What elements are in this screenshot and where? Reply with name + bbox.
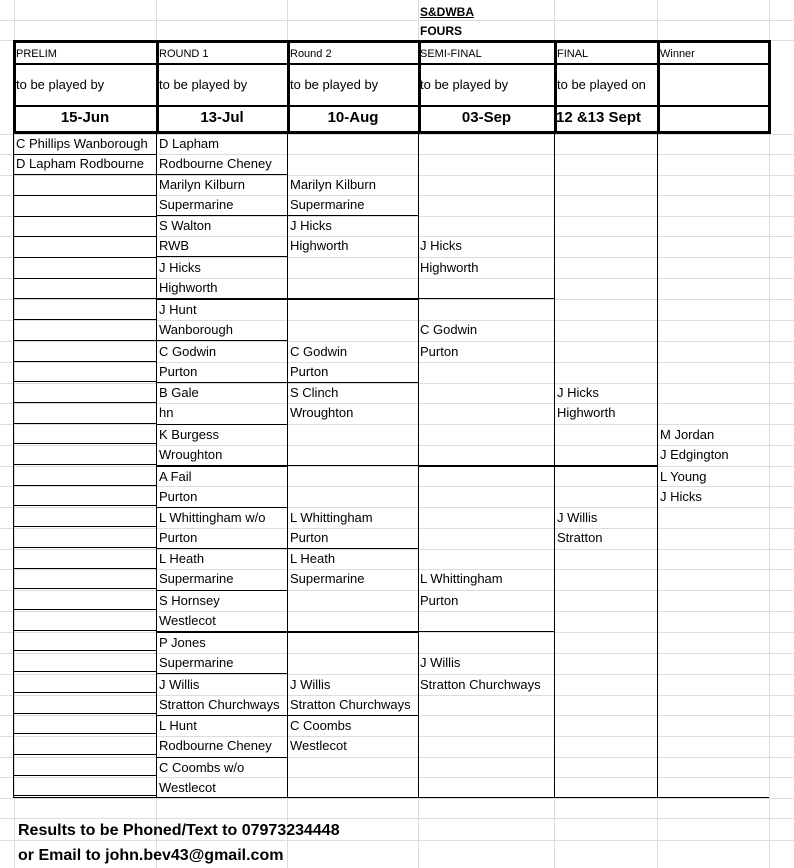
round1-club: Supermarine [159,655,234,670]
header-round1: ROUND 1 [159,48,209,60]
round2-player: S Clinch [290,385,339,400]
cell-border [13,174,156,175]
round2-club: Purton [290,530,329,545]
final-club: Highworth [557,405,616,420]
round1-player: L Whittingham w/o [159,510,266,525]
cell-border [13,402,156,403]
round1-player: A Fail [159,469,192,484]
cell-border [156,548,287,549]
gridline [0,403,794,404]
round1-player: J Hicks [159,260,201,275]
gridline [0,528,794,529]
round2-club: Supermarine [290,571,365,586]
cell-border [287,382,418,383]
cell-border [13,526,156,527]
cell-border [13,485,156,486]
semi-club: Highworth [420,260,479,275]
winner-player: M Jordan [660,427,715,442]
final-player: J Hicks [557,385,599,400]
round1-club: Westlecot [159,613,216,628]
header-border [768,40,771,134]
gridline [0,486,794,487]
semi-player: L Whittingham [420,571,503,586]
final-club: Stratton [557,530,603,545]
cell-border [13,692,156,693]
gridline [0,569,794,570]
round2-club: Highworth [290,238,349,253]
gridline [0,611,794,612]
gridline [0,320,794,321]
prelim-entry: C Phillips Wanborough [16,136,148,151]
cell-border [13,547,156,548]
gridline [0,175,794,176]
cell-border [156,256,287,257]
cell-border [13,298,156,299]
round2-player: L Heath [290,551,336,566]
round2-club: Supermarine [290,197,365,212]
cell-border [13,278,156,279]
round1-player: D Lapham [159,136,219,151]
cell-border [13,568,156,569]
cell-border [13,795,156,796]
round2-player: J Willis [290,677,331,692]
round1-club: Supermarine [159,197,234,212]
cell-border [156,465,287,467]
gridline [0,424,794,425]
cell-border [13,464,156,465]
cell-border [156,424,287,425]
round1-club: Wroughton [159,447,223,462]
header-round2: Round 2 [290,48,332,60]
column-border [287,134,288,798]
gridline [0,383,794,384]
note-semi-final: to be played by [420,77,509,92]
cell-border [156,673,287,674]
cell-border [418,298,554,299]
header-winner: Winner [660,48,695,60]
round1-player: P Jones [159,635,206,650]
gridline [0,798,794,799]
cell-border [156,590,287,591]
cell-border [13,361,156,362]
date-final: 12 &13 Sept [556,109,642,126]
cell-border [287,215,418,216]
round1-club: Westlecot [159,780,216,795]
column-border [13,134,14,798]
cell-border [13,216,156,217]
cell-border [418,631,554,632]
cell-border [13,257,156,258]
semi-player: J Willis [420,655,461,670]
cell-border [156,715,287,716]
date-prelim: 15-Jun [60,109,110,126]
round2-player: J Hicks [290,218,332,233]
round1-club: Rodbourne Cheney [159,738,272,753]
gridline [0,466,794,467]
round1-club: Purton [159,489,198,504]
cell-border [13,340,156,341]
round1-player: C Coombs w/o [159,760,245,775]
cell-border [156,298,287,300]
semi-club: Purton [420,344,459,359]
round1-club: Purton [159,530,198,545]
round1-player: K Burgess [159,427,219,442]
gridline [0,20,794,21]
round1-player: J Willis [159,677,200,692]
sheet-subtitle: FOURS [420,24,462,38]
round2-club: Wroughton [290,405,354,420]
note-final: to be played on [557,77,646,92]
round2-club: Westlecot [290,738,347,753]
cell-border [13,588,156,589]
cell-border [13,671,156,672]
cell-border [287,631,418,633]
cell-border [156,382,287,383]
prelim-entry: D Lapham Rodbourne [16,156,144,171]
gridline [0,590,794,591]
gridline [0,507,794,508]
final-player: J Willis [557,510,598,525]
round1-club: Highworth [159,280,218,295]
gridline [0,653,794,654]
cell-border [13,319,156,320]
column-border [657,134,658,798]
round2-club: Purton [290,364,329,379]
header-semi-final: SEMI-FINAL [420,48,482,60]
cell-border [418,465,554,467]
cell-border [287,715,418,716]
cell-border [13,195,156,196]
round1-club: RWB [159,238,190,253]
cell-border [13,381,156,382]
round1-club: Wanborough [159,322,233,337]
semi-player: C Godwin [420,322,478,337]
cell-border [287,298,418,300]
semi-player: J Hicks [420,238,462,253]
gridline [0,818,794,819]
cell-border [13,505,156,506]
cell-border [156,215,287,216]
cell-border [13,713,156,714]
round2-player: C Godwin [290,344,348,359]
round1-player: B Gale [159,385,199,400]
round1-player: Marilyn Kilburn [159,177,245,192]
round1-player: J Hunt [159,302,197,317]
cell-border [156,757,287,758]
cell-border [13,236,156,237]
round1-club: Supermarine [159,571,234,586]
round1-club: Stratton Churchways [159,697,280,712]
round1-player: S Hornsey [159,593,220,608]
cell-border [13,733,156,734]
note-round2: to be played by [290,77,379,92]
cell-border [13,630,156,631]
cell-border [13,609,156,610]
sheet-title: S&DWBA [420,5,474,19]
gridline [0,362,794,363]
cell-border [287,548,418,549]
gridline [0,674,794,675]
round2-player: C Coombs [290,718,352,733]
round1-player: L Hunt [159,718,197,733]
bottom-border [13,797,769,798]
gridline [0,341,794,342]
round1-club: Rodbourne Cheney [159,156,272,171]
note-round1: to be played by [159,77,248,92]
round2-player: L Whittingham [290,510,373,525]
gridline [0,777,794,778]
winner-player: J Hicks [660,489,702,504]
header-prelim: PRELIM [16,48,57,60]
header-final: FINAL [557,48,589,60]
cell-border [13,775,156,776]
round1-player: L Heath [159,551,205,566]
cell-border [554,465,657,467]
round2-club: Stratton Churchways [290,697,411,712]
round1-player: S Walton [159,218,212,233]
note-prelim: to be played by [16,77,105,92]
round1-club: Purton [159,364,198,379]
cell-border [156,174,287,175]
cell-border [156,631,287,633]
gridline [0,757,794,758]
footer-phone: Results to be Phoned/Text to 07973234448 [18,822,340,839]
round1-club: hn [159,405,174,420]
winner-player: L Young [660,469,707,484]
cell-border [13,650,156,651]
cell-border [13,443,156,444]
cell-border [13,423,156,424]
date-semi-final: 03-Sep [461,109,512,126]
cell-border [287,465,418,466]
winner-player: J Edgington [660,447,729,462]
date-round2: 10-Aug [327,109,379,126]
semi-club: Purton [420,593,459,608]
gridline [0,736,794,737]
semi-club: Stratton Churchways [420,677,541,692]
round1-player: C Godwin [159,344,217,359]
round2-player: Marilyn Kilburn [290,177,376,192]
footer-email: or Email to john.bev43@gmail.com [18,847,284,864]
date-round1: 13-Jul [200,109,244,126]
cell-border [156,507,287,508]
cell-border [13,754,156,755]
gridline [0,549,794,550]
cell-border [156,340,287,341]
